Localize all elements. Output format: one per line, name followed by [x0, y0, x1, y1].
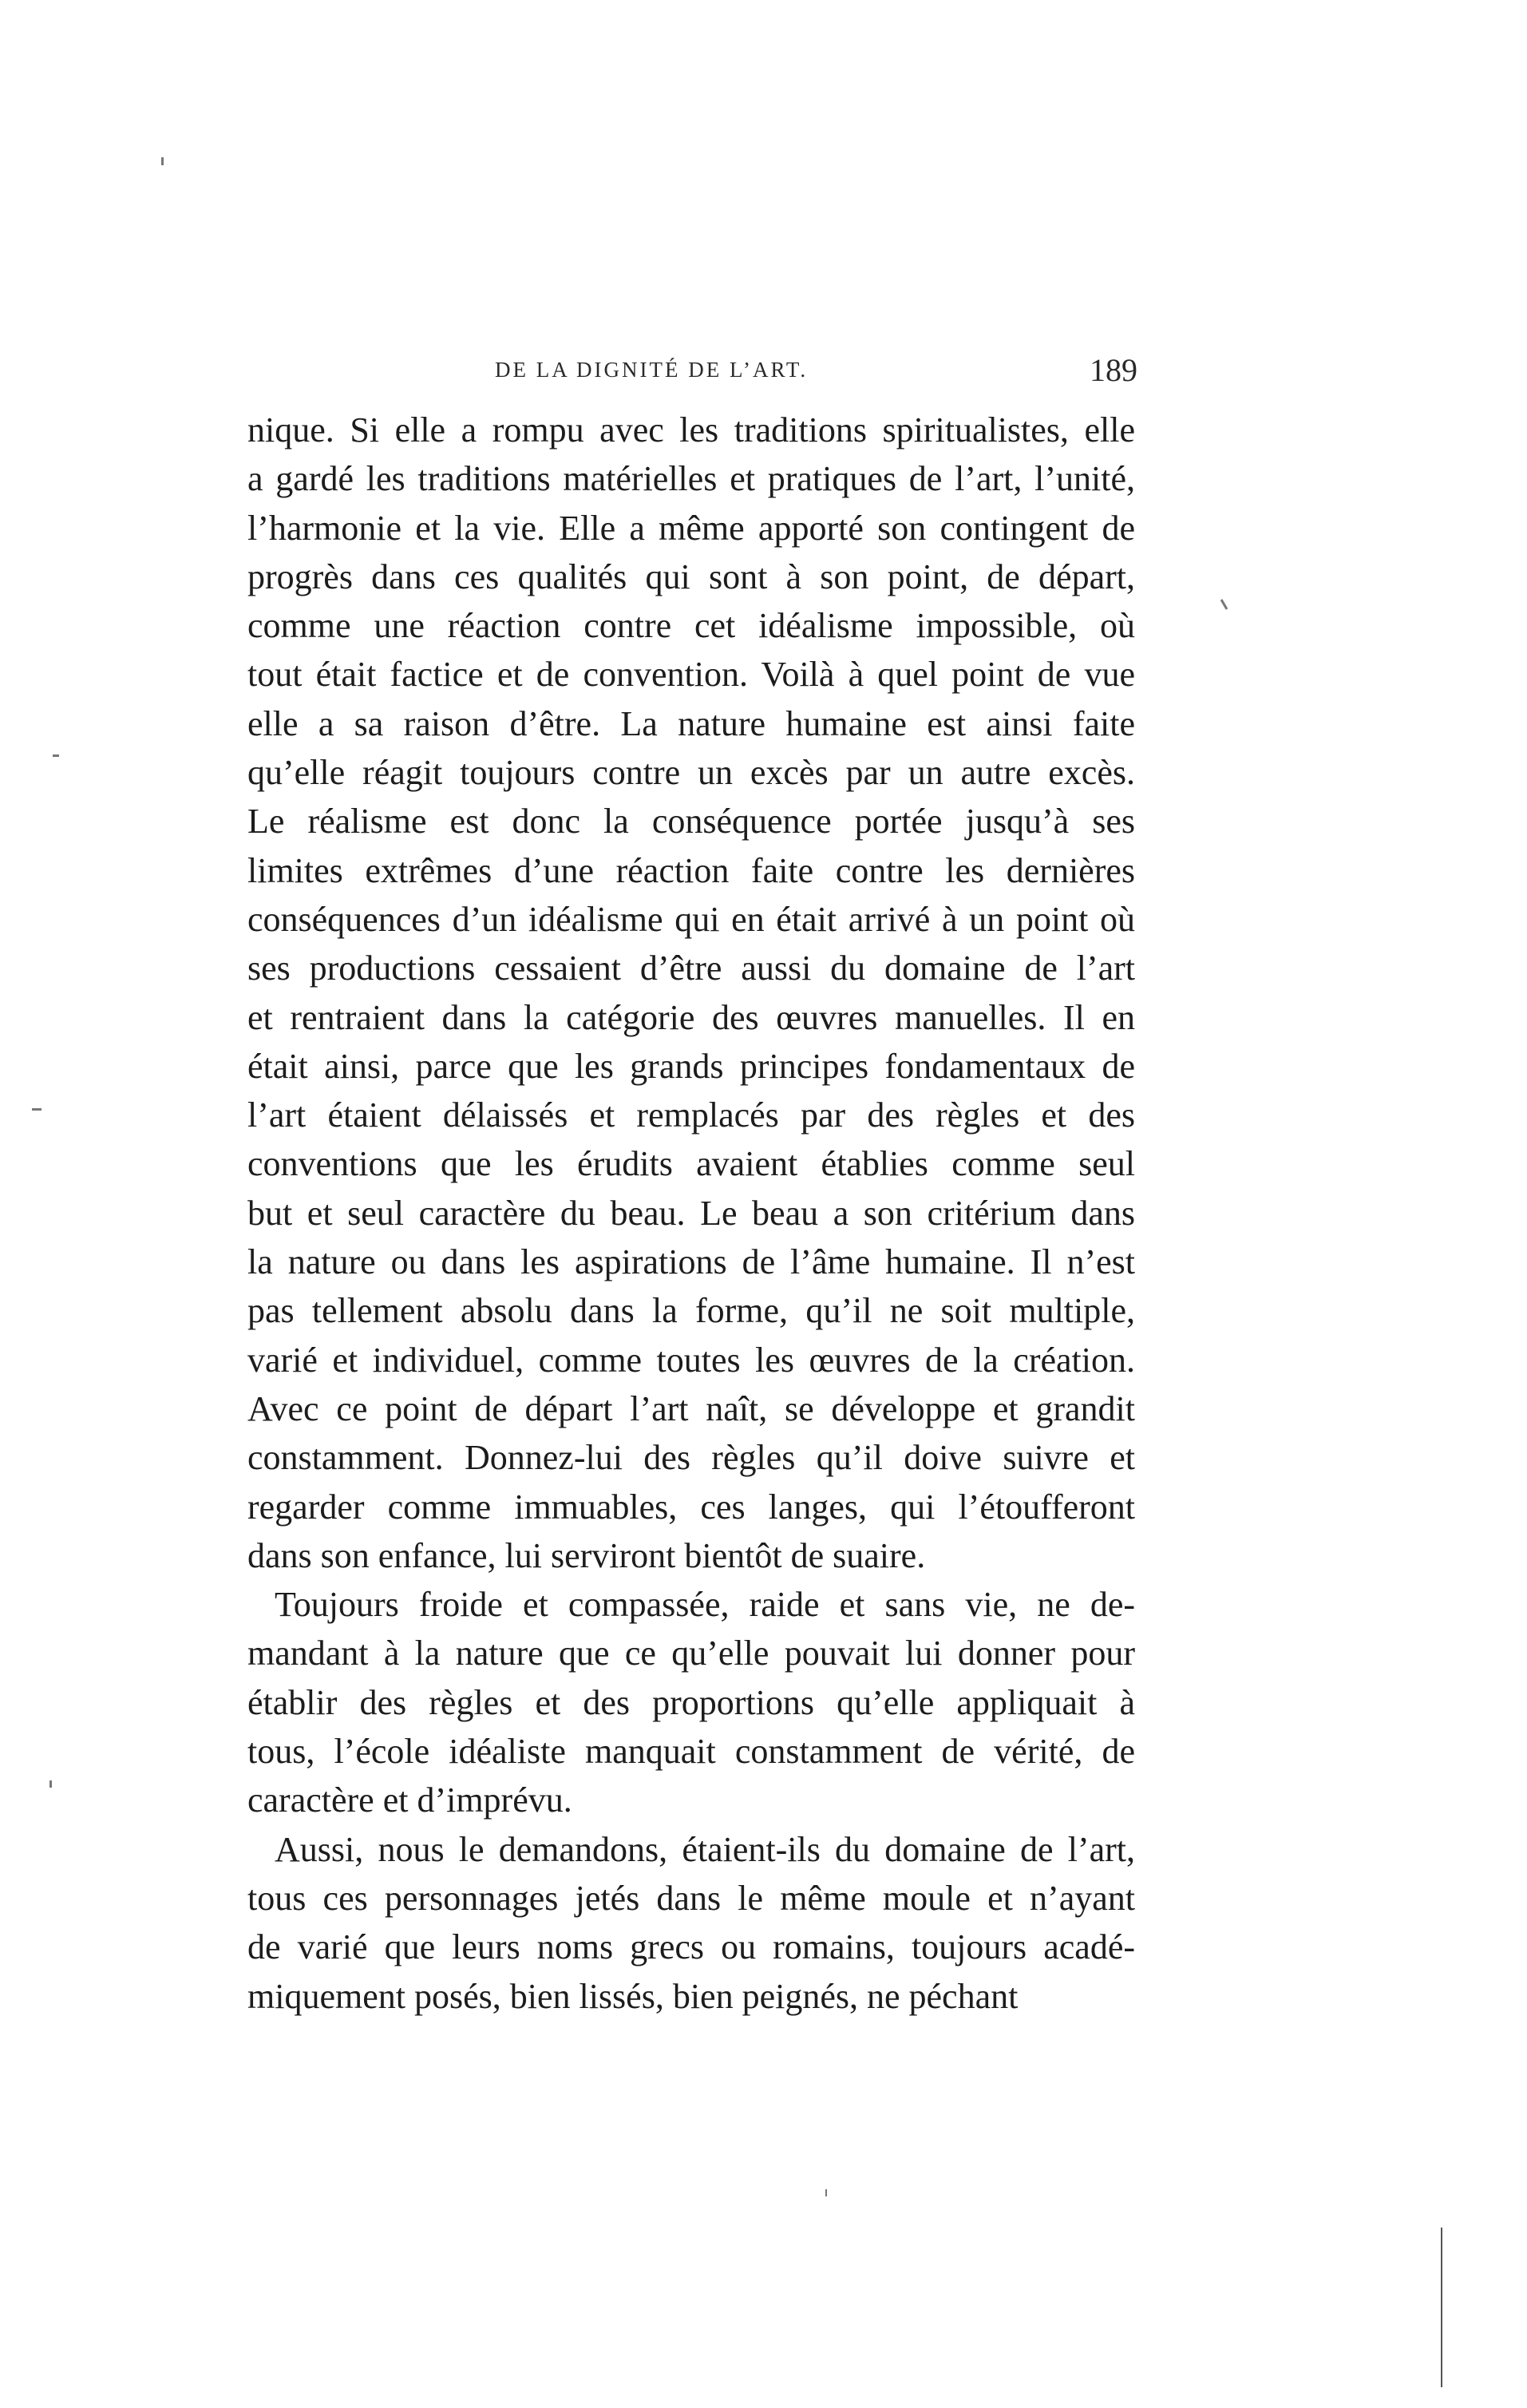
text-line: constamment. Donnez-lui des règles qu’il doive suivre et	[247, 1438, 1135, 1478]
running-title: DE LA DIGNITÉ DE L’ART.	[495, 358, 809, 382]
text-line: comme une réaction contre cet idéalisme impossible, où	[247, 606, 1135, 646]
text-line: l’harmonie et la vie. Elle a même apporté son contingent de	[247, 508, 1135, 548]
text-line: varié et individuel, comme toutes les œuvres de la création.	[247, 1340, 1135, 1380]
scan-speck	[825, 2189, 827, 2196]
scan-speck	[53, 754, 59, 757]
page-number: 189	[1090, 352, 1137, 388]
text-line: la nature ou dans les aspirations de l’âme humaine. Il n’est	[247, 1242, 1135, 1282]
text-line: tous, l’école idéaliste manquait constamment de vérité, de	[247, 1732, 1135, 1772]
text-line: limites extrêmes d’une réaction faite contre les dernières	[247, 850, 1135, 890]
text-line: et rentraient dans la catégorie des œuvres manuelles. Il en	[247, 997, 1135, 1037]
text-line: Le réalisme est donc la conséquence portée jusqu’à ses	[247, 802, 1135, 842]
text-line: tous ces personnages jetés dans le même moule et n’ayant	[247, 1878, 1135, 1918]
text-line: nique. Si elle a rompu avec les traditions spiritualistes, elle	[247, 410, 1135, 450]
text-line: Avec ce point de départ l’art naît, se développe et grandit	[247, 1388, 1135, 1428]
scan-speck	[161, 157, 164, 165]
scan-speck	[1220, 599, 1228, 610]
text-line: l’art étaient délaissés et remplacés par des règles et des	[247, 1095, 1135, 1135]
text-line: Toujours froide et compassée, raide et sans vie, ne de-	[275, 1585, 1135, 1625]
text-line: était ainsi, parce que les grands principes fondamentaux de	[247, 1046, 1135, 1086]
scan-speck	[32, 1108, 42, 1111]
text-line: a gardé les traditions matérielles et pratiques de l’art, l’unité,	[247, 459, 1135, 499]
text-line: dans son enfance, lui serviront bientôt de suaire.	[247, 1535, 926, 1575]
scan-speck	[49, 1780, 52, 1788]
text-line: conséquences d’un idéalisme qui en était arrivé à un point où	[247, 899, 1135, 939]
text-line: établir des règles et des proportions qu’elle appliquait à	[247, 1682, 1135, 1722]
text-line: tout était factice et de convention. Voilà à quel point de vue	[247, 655, 1135, 695]
scan-speck	[1441, 2228, 1442, 2387]
text-line: regarder comme immuables, ces langes, qui l’étoufferont	[247, 1487, 1135, 1527]
body-text	[247, 406, 1135, 2021]
text-line: Aussi, nous le demandons, étaient-ils du domaine de l’art,	[275, 1829, 1135, 1869]
text-line: conventions que les érudits avaient établies comme seul	[247, 1144, 1135, 1184]
text-line: mandant à la nature que ce qu’elle pouvait lui donner pour	[247, 1634, 1135, 1673]
text-line: but et seul caractère du beau. Le beau a son critérium dans	[247, 1193, 1135, 1233]
text-line: progrès dans ces qualités qui sont à son point, de départ,	[247, 556, 1135, 596]
text-line: elle a sa raison d’être. La nature humaine est ainsi faite	[247, 703, 1135, 743]
text-line: caractère et d’imprévu.	[247, 1780, 572, 1820]
text-line: ses productions cessaient d’être aussi du domaine de l’art	[247, 949, 1135, 988]
text-line: miquement posés, bien lissés, bien peignés, ne péchant	[247, 1976, 1019, 2016]
text-line: qu’elle réagit toujours contre un excès par un autre excès.	[247, 753, 1135, 793]
text-line: pas tellement absolu dans la forme, qu’il ne soit multiple,	[247, 1291, 1135, 1331]
text-line: de varié que leurs noms grecs ou romains, toujours acadé-	[247, 1927, 1135, 1967]
running-head	[247, 351, 1137, 399]
